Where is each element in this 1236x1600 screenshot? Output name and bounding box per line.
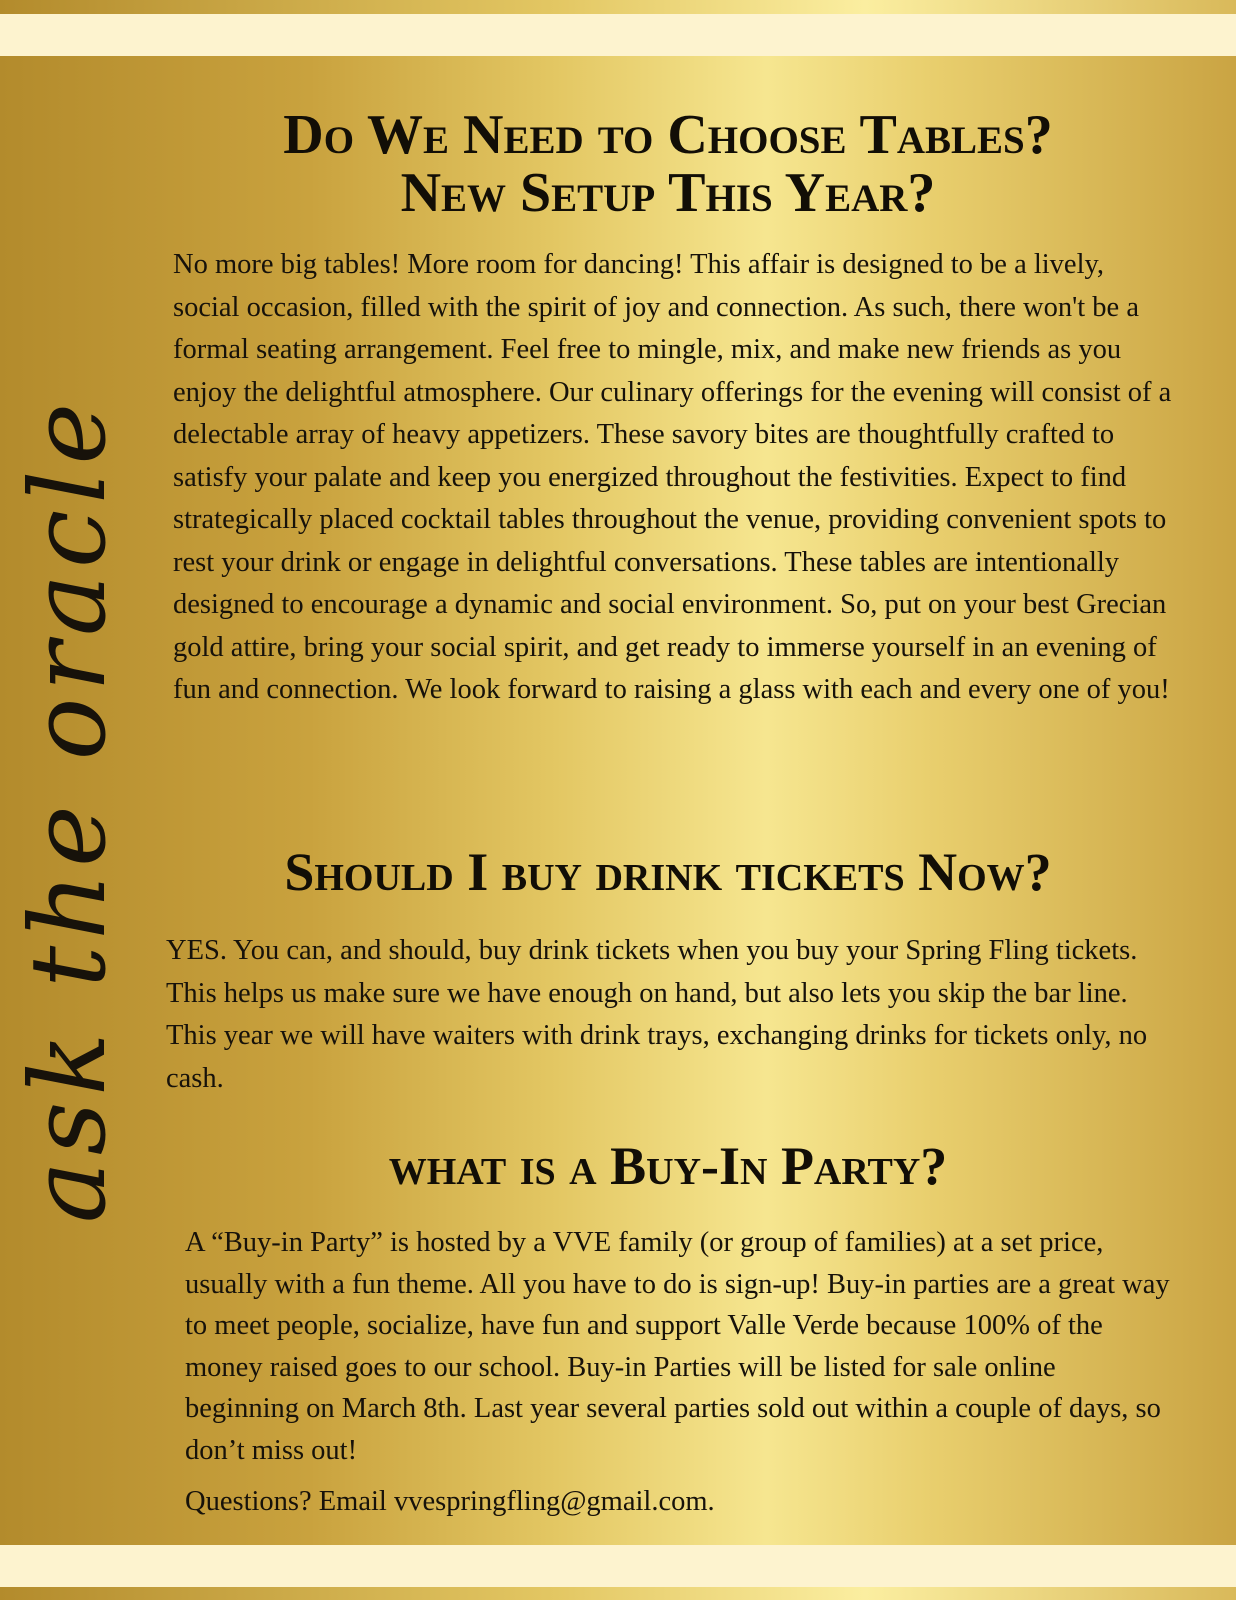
contact-line: Questions? Email vvespringfling@gmail.com. — [185, 1486, 715, 1517]
section-drink-tickets-heading: Should I buy drink tickets Now? — [284, 842, 1052, 902]
top-gold-stripe — [0, 0, 1236, 14]
section-tables-body: No more big tables! More room for dancing! This affair is designed to be a lively, social occasion, filled with the spirit of joy and connection. As such, there won't be a formal seating arrangement. Feel free to mingle, mix, and make new friends as you enjoy the delightful atmosphere. Our culinary offerings for the evening will consist of a delectable array of heavy appetizers. These savory bites are thoughtfully crafted to satisfy your palate and keep you energized throughout the festivities. Expect to find strategically placed cocktail tables throughout the venue, providing convenient spots to rest your drink or engage in delightful conversations. These tables are intentionally designed to encourage a dynamic and social environment. So, put on your best Grecian gold attire, bring your social spirit, and get ready to immerse yourself in an evening of fun and connection. We look forward to raising a glass with each and every one of you! — [173, 249, 1172, 705]
side-script-title: ask the oracle — [7, 396, 129, 1224]
section-tables-heading-line2: New Setup This Year? — [400, 162, 936, 224]
bottom-gold-stripe — [0, 1587, 1236, 1600]
section-buy-in-body: A “Buy-in Party” is hosted by a VVE family (or group of families) at a set price, usually with a fun theme. All you have to do is sign-up! Buy-in parties are a great way to meet people, socialize, have fun and support Valle Verde because 100% of the money raised goes to our school. Buy-in Parties will be listed for sale online beginning on March 8th. Last year several parties sold out within a couple of days, so don’t miss out! — [185, 1227, 1170, 1466]
section-buy-in-heading: what is a Buy-In Party? — [388, 1136, 948, 1196]
bottom-cream-band — [0, 1545, 1236, 1587]
section-tables-heading-line1: Do We Need to Choose Tables? — [283, 104, 1053, 166]
section-tables-heading — [150, 106, 1186, 222]
section-drink-tickets-body: YES. You can, and should, buy drink tickets when you buy your Spring Fling tickets. This helps us make sure we have enough on hand, but also lets you skip the bar line. This year we will have waiters with drink trays, exchanging drinks for tickets only, no cash. — [166, 935, 1148, 1094]
top-cream-band — [0, 14, 1236, 56]
